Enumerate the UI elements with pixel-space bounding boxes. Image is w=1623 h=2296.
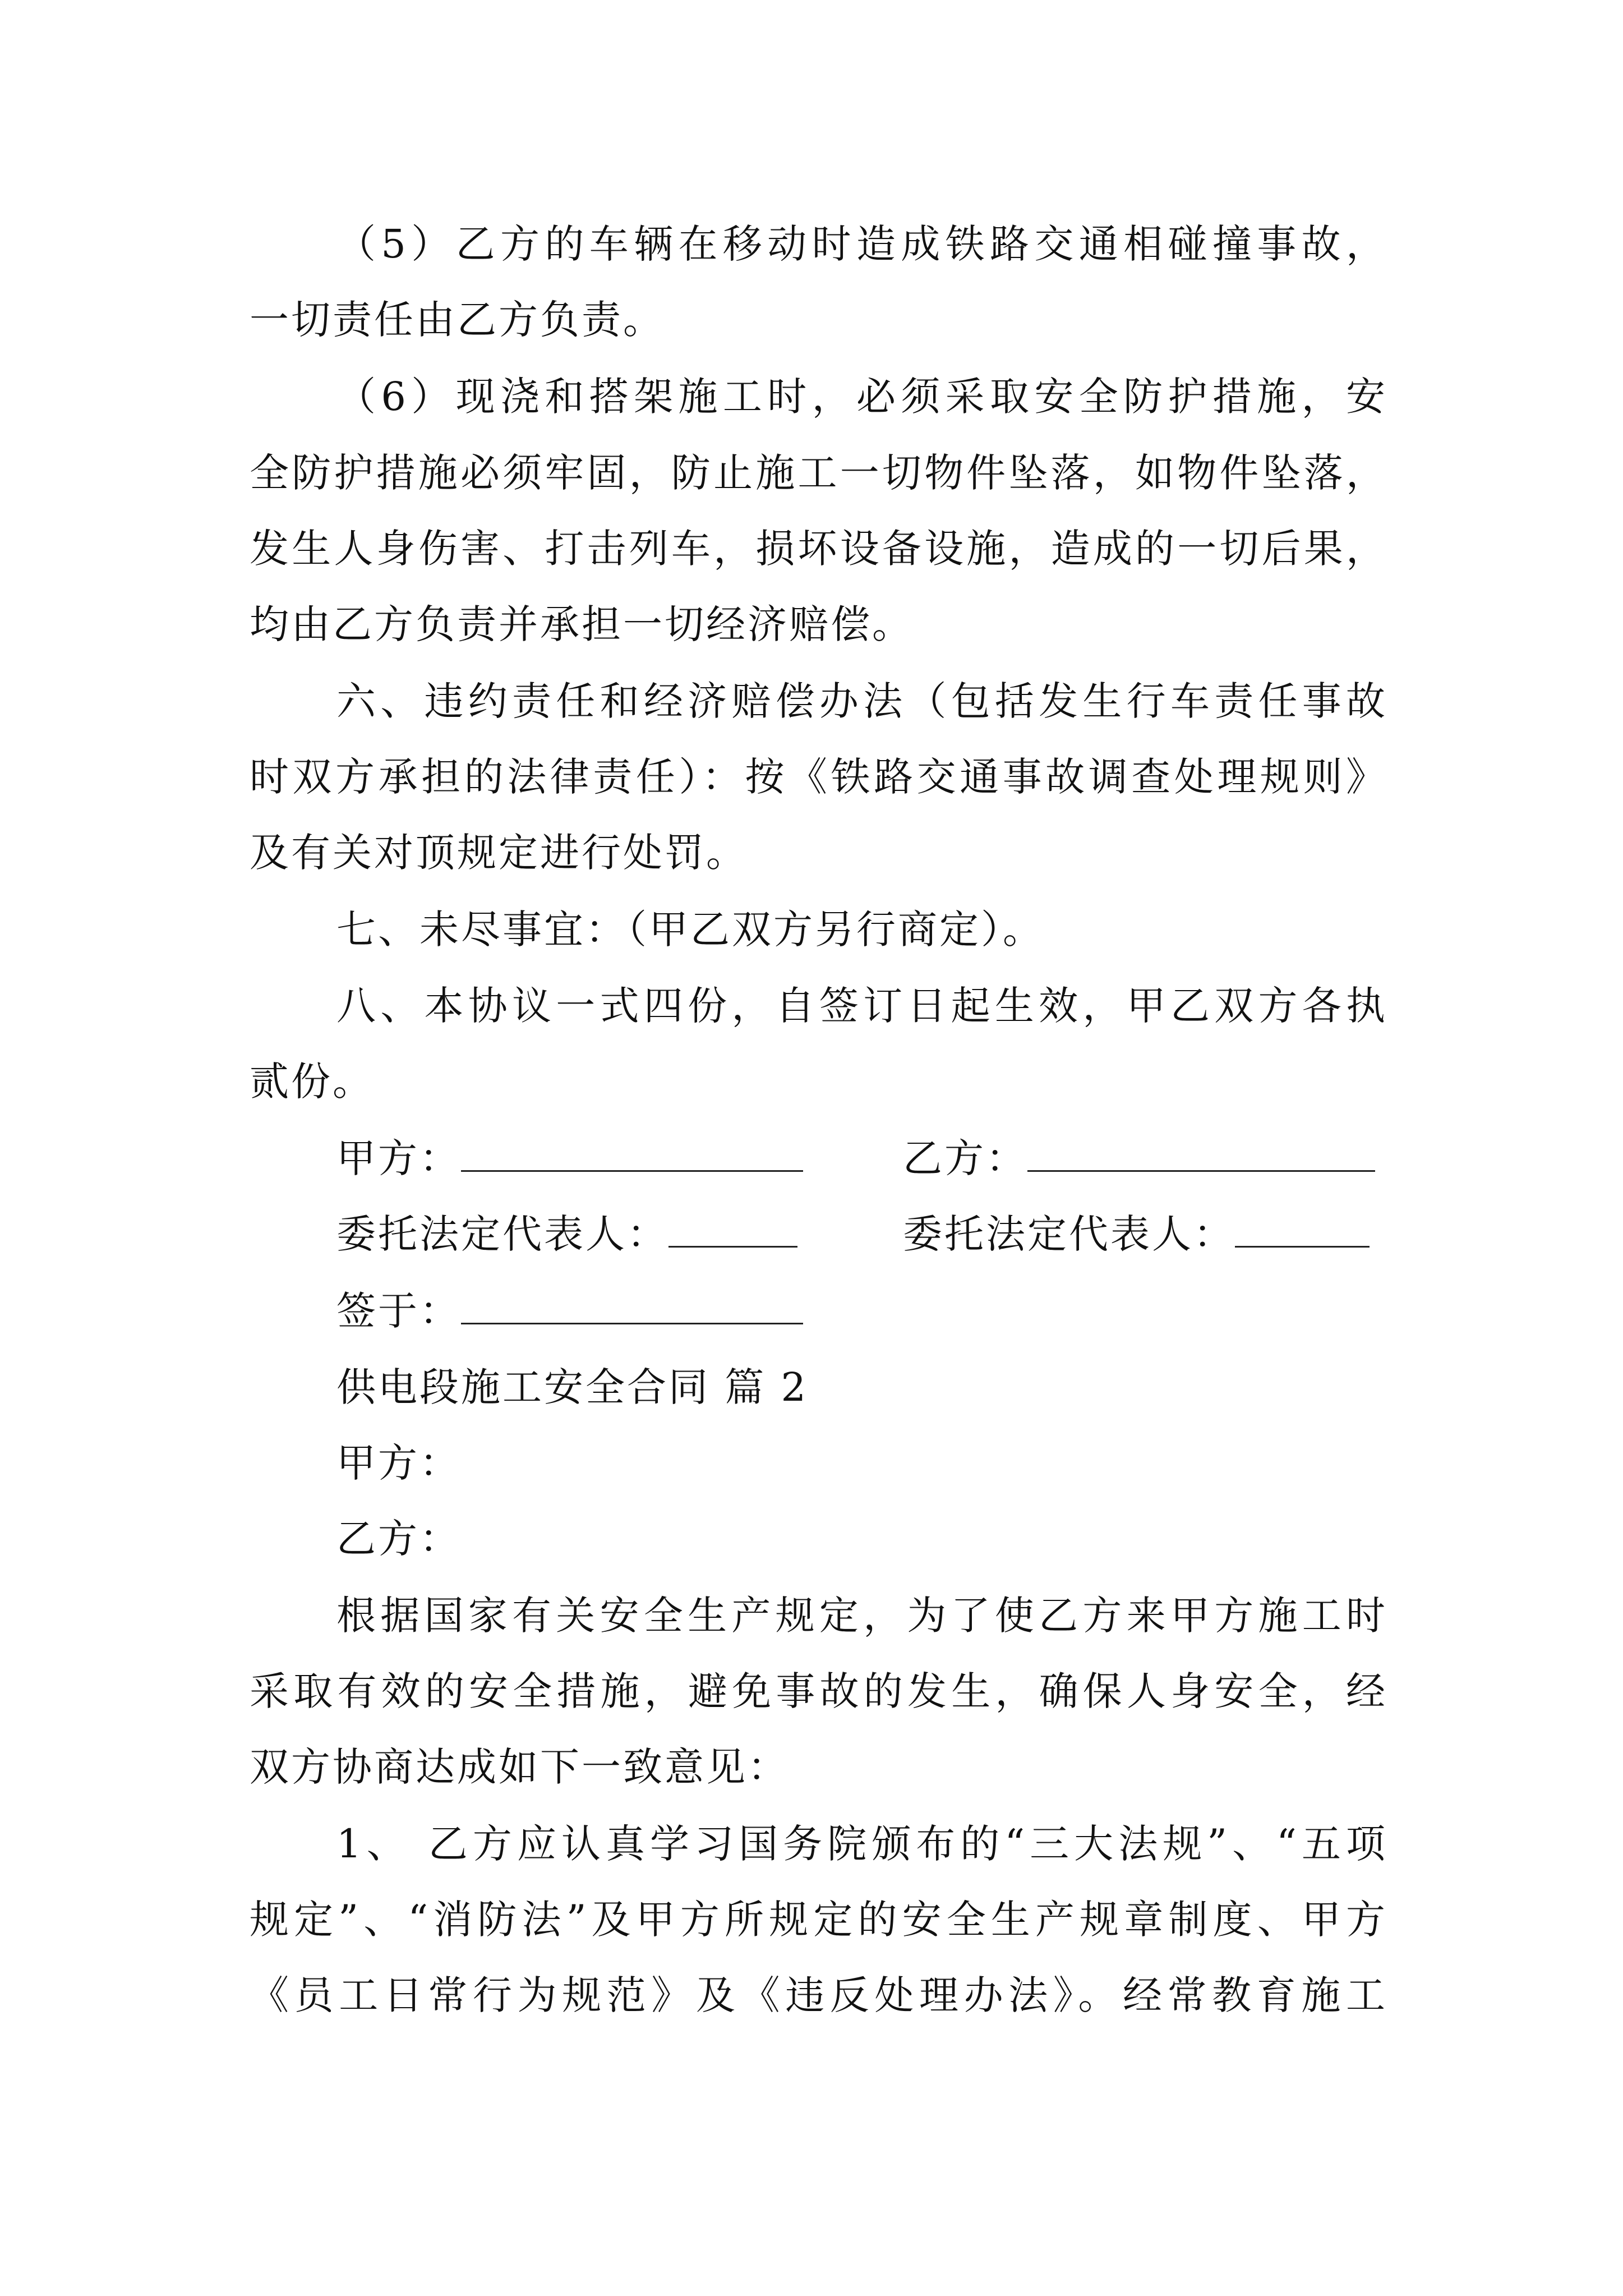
signed-at-row	[336, 1286, 803, 1336]
paragraph-5-line-1: （5）乙方的车辆在移动时造成铁路交通相碰撞事故，	[336, 221, 1385, 267]
party-b-signature	[903, 1133, 1375, 1184]
article-8-line-1: 八、本协议一式四份，自签订日起生效，甲乙双方各执	[336, 983, 1385, 1029]
signed-at-blank[interactable]	[461, 1288, 803, 1324]
article-6-line-3: 及有关对顶规定进行处罚。	[250, 830, 748, 876]
signature-row-parties	[0, 1133, 1623, 1184]
paragraph-6-line-1: （6）现浇和搭架施工时，必须采取安全防护措施，安	[336, 374, 1385, 420]
article-6-line-1: 六、违约责任和经济赔偿办法（包括发生行车责任事故	[336, 678, 1385, 724]
party-b-blank[interactable]	[1027, 1135, 1375, 1172]
article-6-line-2: 时双方承担的法律责任）：按《铁路交通事故调查处理规则》	[250, 754, 1385, 800]
section-2-intro-line-3: 双方协商达成如下一致意见：	[250, 1744, 789, 1790]
paragraph-6-line-3: 发生人身伤害、打击列车，损坏设备设施，造成的一切后果，	[250, 526, 1385, 572]
paragraph-6-line-2: 全防护措施必须牢固，防止施工一切物件坠落，如物件坠落，	[250, 450, 1385, 496]
party-a-signature	[336, 1133, 803, 1184]
rep-a-signature	[336, 1209, 797, 1259]
section-2-item-1-line-2: 规定”、“消防法”及甲方所规定的安全生产规章制度、甲方	[250, 1897, 1385, 1943]
rep-a-label: 委托法定代表人：	[336, 1211, 668, 1257]
article-8-line-2: 贰份。	[250, 1059, 374, 1105]
section-2-item-1-line-1: 1、 乙方应认真学习国务院颁布的“三大法规”、“五项	[336, 1821, 1385, 1867]
section-2-intro-line-2: 采取有效的安全措施，避免事故的发生，确保人身安全，经	[250, 1668, 1385, 1714]
signature-row-representatives	[0, 1209, 1623, 1259]
rep-b-label: 委托法定代表人：	[903, 1211, 1235, 1257]
article-7-line-1: 七、未尽事宜：（甲乙双方另行商定）。	[336, 907, 1044, 953]
paragraph-5-line-2: 一切责任由乙方负责。	[250, 297, 665, 343]
signed-at-label: 签于：	[336, 1288, 461, 1334]
rep-b-blank[interactable]	[1235, 1211, 1370, 1248]
section-2-party-a: 甲方：	[336, 1440, 461, 1486]
paragraph-6-line-4: 均由乙方负责并承担一切经济赔偿。	[250, 601, 914, 647]
section-2-intro-line-1: 根据国家有关安全生产规定，为了使乙方来甲方施工时	[336, 1593, 1385, 1639]
section-2-party-b: 乙方：	[336, 1516, 461, 1562]
rep-b-signature	[903, 1209, 1370, 1259]
section-2-item-1-line-3: 《员工日常行为规范》及《违反处理办法》。经常教育施工	[250, 1972, 1385, 2018]
section-2-title: 供电段施工安全合同 篇 2	[336, 1364, 809, 1410]
party-a-blank[interactable]	[461, 1135, 803, 1172]
party-b-label: 乙方：	[903, 1135, 1027, 1181]
rep-a-blank[interactable]	[668, 1211, 797, 1248]
party-a-label: 甲方：	[336, 1135, 461, 1181]
